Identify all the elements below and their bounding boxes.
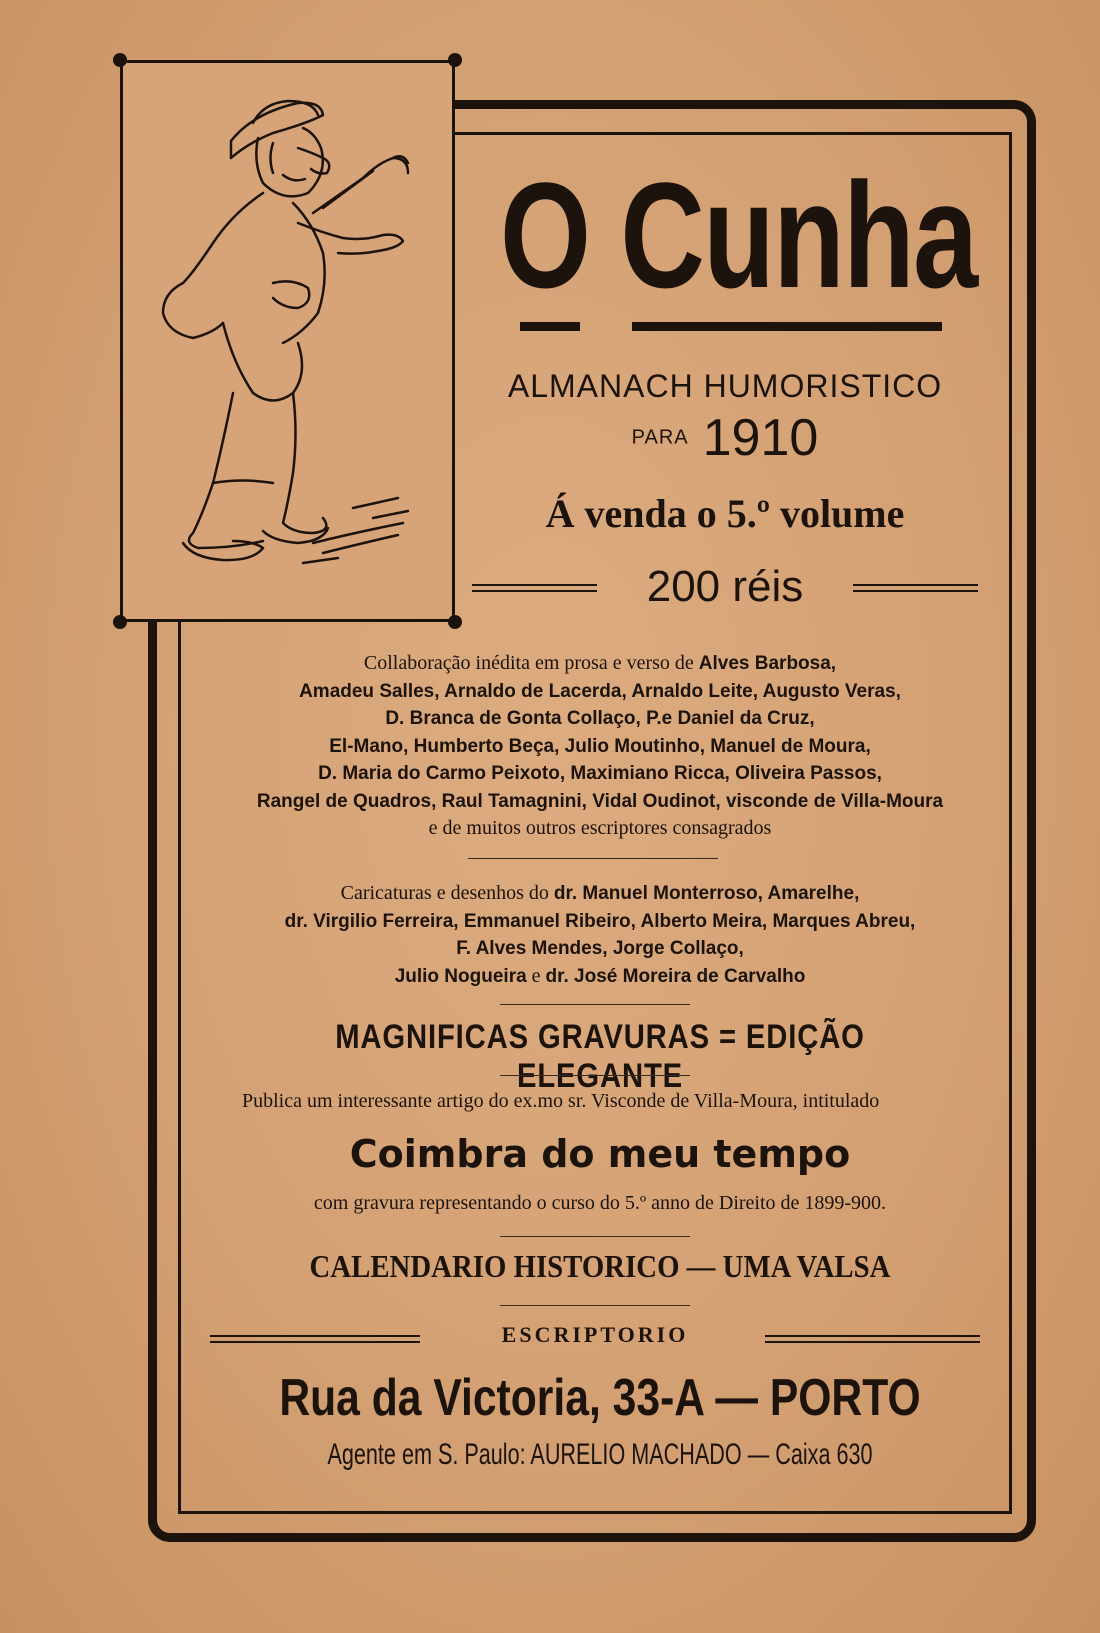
artist-names: F. Alves Mendes, Jorge Collaço, [456, 938, 744, 959]
calendar-waltz: CALENDARIO HISTORICO — UMA VALSA [309, 1248, 891, 1284]
contributors-outro: e de muitos outros escriptores consagrados [428, 817, 772, 839]
contributor-names: D. Branca de Gonta Collaço, P.e Daniel da Cruz, [385, 708, 815, 729]
caricatures-block [220, 880, 980, 990]
title-underline [632, 322, 942, 331]
para-word: PARA [631, 426, 689, 449]
corner-dot [448, 615, 462, 629]
features-heading: MAGNIFICAS GRAVURAS = EDIÇÃO ELEGANTE [335, 1018, 865, 1095]
article-intro: Publica um interessante artigo do ex.mo sr. Visconde de Villa-Moura, intitulado [242, 1090, 880, 1112]
divider [500, 1305, 690, 1306]
divider [500, 1004, 690, 1005]
caricature-illustration [120, 60, 455, 622]
contributors-intro: Collaboração inédita em prosa e verso de [363, 652, 694, 674]
office-address: Rua da Victoria, 33-A — PORTO [279, 1369, 921, 1427]
office-label-row [210, 1322, 980, 1352]
contributor-names: Rangel de Quadros, Raul Tamagnini, Vidal Oudinot, visconde de Villa-Moura [256, 790, 944, 812]
year: 1910 [702, 409, 819, 467]
engraving-note: com gravura representando o curso do 5.º anno de Direito de 1899-900. [313, 1192, 887, 1214]
double-rule [765, 1335, 980, 1343]
artist-names: dr. José Moreira de Carvalho [545, 965, 806, 987]
sao-paulo-agent: Agente em S. Paulo: AURELIO MACHADO — Caixa 630 [327, 1438, 873, 1471]
contributor-names: D. Maria do Carmo Peixoto, Maximiano Ricca, Oliveira Passos, [318, 763, 882, 784]
office-label: ESCRIPTORIO [501, 1322, 689, 1347]
artist-names: Julio Nogueira [394, 965, 527, 987]
artist-names: dr. Virgilio Ferreira, Emmanuel Ribeiro, Alberto Meira, Marques Abreu, [284, 910, 916, 932]
article-title: Coimbra do meu tempo [349, 1132, 851, 1176]
conjunction: e [531, 964, 541, 987]
artist-names: dr. Manuel Monterroso, Amarelhe, [553, 883, 860, 904]
divider [500, 1075, 690, 1076]
price-row [470, 562, 980, 612]
contributor-names: Amadeu Salles, Arnaldo de Lacerda, Arnaldo Leite, Augusto Veras, [299, 680, 901, 702]
year-line [470, 408, 980, 468]
divider [468, 858, 718, 859]
walking-man-drawing [123, 63, 452, 619]
corner-dot [113, 53, 127, 67]
corner-dot [113, 615, 127, 629]
page-title: O Cunha [500, 151, 977, 319]
corner-dot [448, 53, 462, 67]
volume-on-sale: Á venda o 5.º volume [545, 491, 905, 536]
contributor-names: Alves Barbosa, [698, 653, 837, 674]
subtitle: ALMANACH HUMORISTICO [507, 368, 943, 404]
double-rule [853, 584, 978, 592]
title-underline [520, 322, 580, 331]
contributors-block [200, 650, 1000, 842]
price: 200 réis [646, 562, 804, 611]
caricatures-intro: Caricaturas e desenhos do [340, 882, 549, 904]
contributor-names: El-Mano, Humberto Beça, Julio Moutinho, Manuel de Moura, [329, 735, 871, 757]
divider [500, 1236, 690, 1237]
